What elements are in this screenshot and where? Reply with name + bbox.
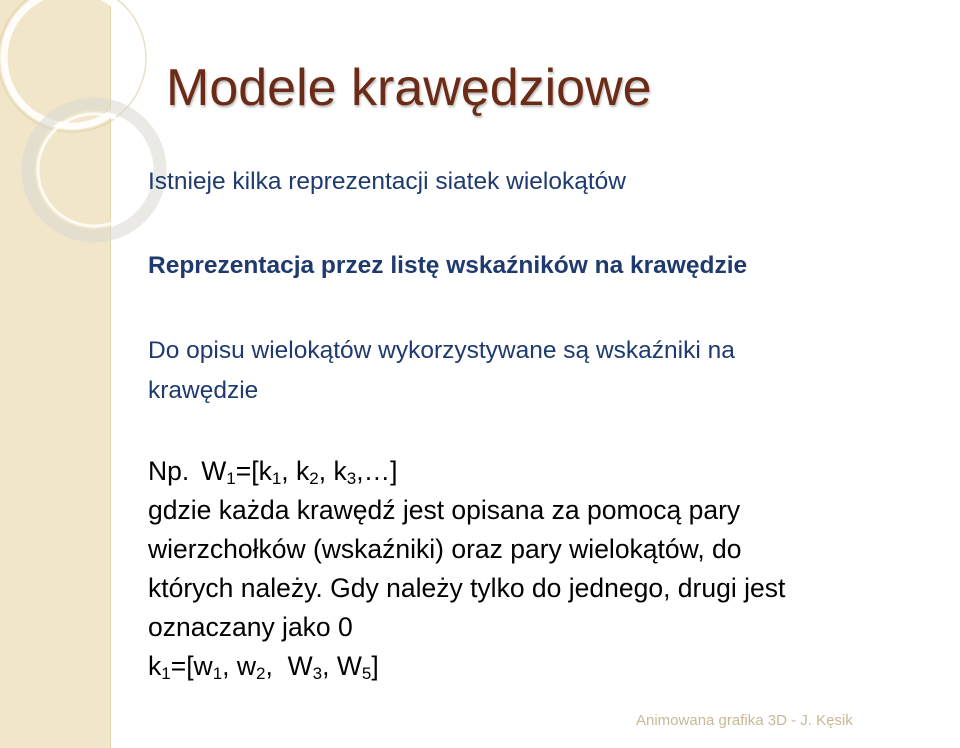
example-block [148, 452, 785, 686]
slide-title: Modele krawędziowe [166, 59, 652, 117]
description-paragraph [148, 331, 735, 411]
edge-formula: $k_1=[w_1$, $w_2$, $W_3$, $W_5$] [148, 651, 379, 683]
section-heading: Reprezentacja przez listę wskaźników na krawędzie [148, 252, 748, 279]
example-desc-line-1: gdzie każda krawędź jest opisana za pomocą pary [148, 495, 741, 525]
polygon-formula: Np. $W_1=[k_1$, $k_2$, $k_3,\dots$] [148, 456, 398, 488]
description-line-1: Do opisu wielokątów wykorzystywane są wskaźniki na [148, 337, 735, 364]
decorative-circles [0, 0, 180, 260]
example-desc-line-2: wierzchołków (wskaźniki) oraz pary wielokątów, do [148, 534, 742, 564]
description-line-2: krawędzie [148, 377, 259, 404]
intro-line: Istnieje kilka reprezentacji siatek wielokątów [148, 168, 626, 195]
formula-w: W [201, 456, 227, 486]
example-prefix: Np. [148, 456, 190, 486]
formula-k: k [148, 651, 162, 681]
example-desc-line-4: oznaczany jako 0 [148, 612, 353, 642]
formula-w-sub: 1 [226, 469, 236, 488]
deco-circle-small-inner [38, 114, 150, 226]
slide-footer: Animowana grafika 3D - J. Kęsik [636, 712, 853, 729]
example-desc-line-3: których należy. Gdy należy tylko do jednego, drugi jest [148, 573, 786, 603]
